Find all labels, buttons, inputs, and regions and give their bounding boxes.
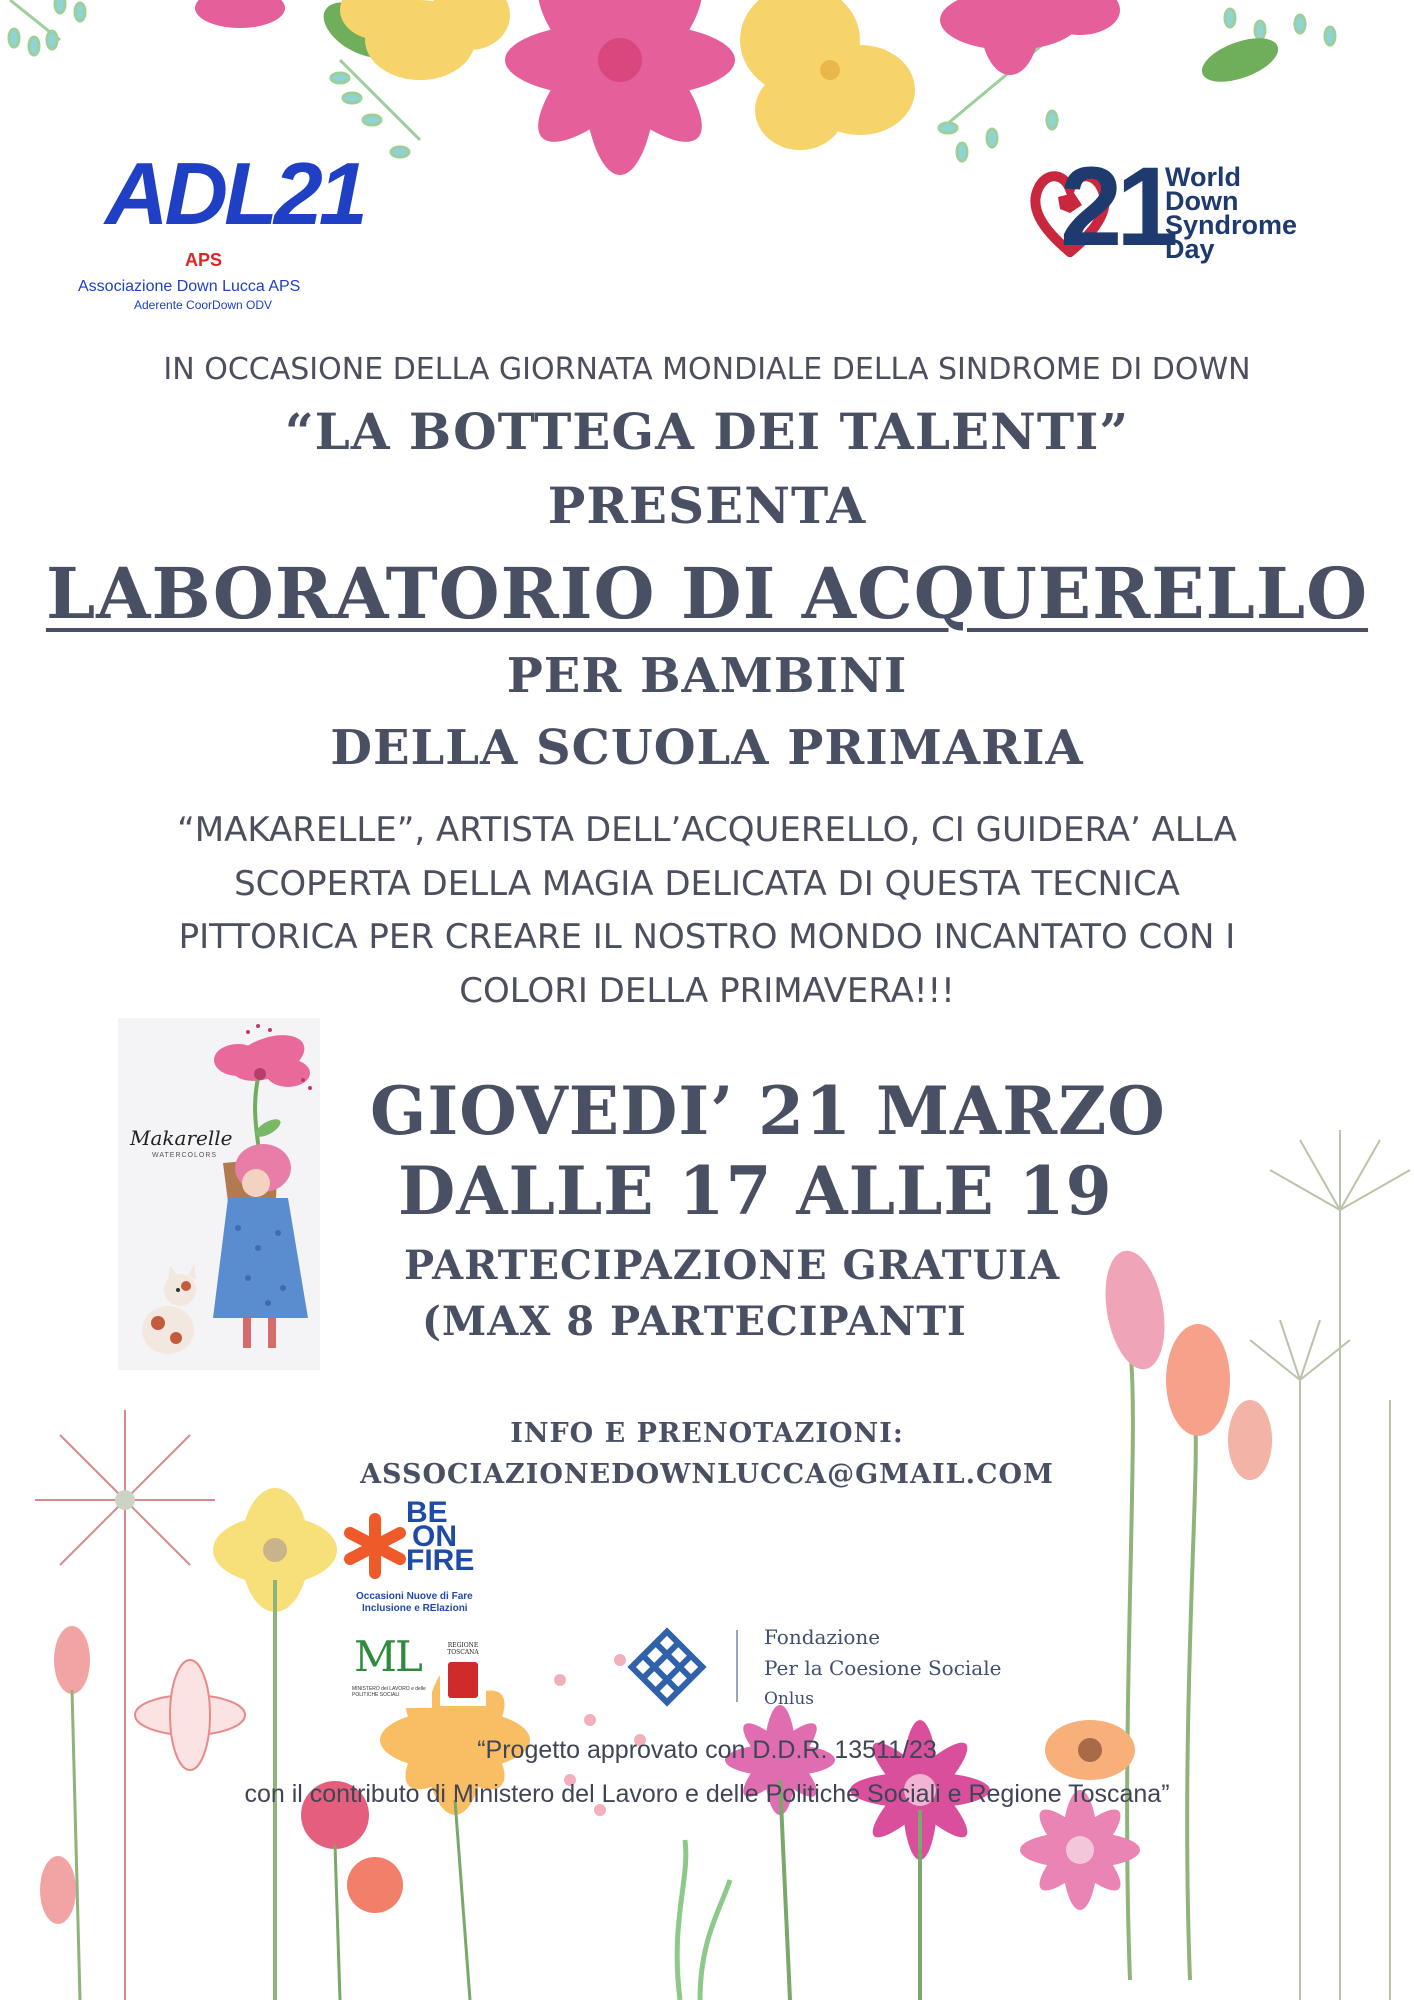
organizer-name: “LA BOTTEGA DEI TALENTI”	[284, 402, 1130, 461]
audience-line-2: DELLA SCUOLA PRIMARIA	[330, 720, 1084, 776]
adl-logo-sub: Aderente CoorDown ODV	[134, 298, 273, 312]
event-time: DALLE 17 ALLE 19	[398, 1152, 1113, 1230]
makarelle-sub: WATERCOLORS	[152, 1152, 218, 1159]
fondazione-divider	[736, 1630, 738, 1702]
adl-logo-name: Associazione Down Lucca APS	[78, 278, 301, 295]
makarelle-name: Makarelle	[130, 1126, 233, 1150]
description-line-3: PITTORICA PER CREARE IL NOSTRO MONDO INCANTATO CON I	[178, 917, 1236, 957]
adl-logo-letters: ADL21	[105, 144, 364, 243]
adl-logo-aps: APS	[185, 250, 223, 270]
event-date: GIOVEDI’ 21 MARZO	[370, 1072, 1166, 1150]
audience-line-1: PER BAMBINI	[506, 648, 908, 704]
beonfire-tag1: Occasioni Nuove di Fare	[356, 1591, 473, 1602]
description-line-4: COLORI DELLA PRIMAVERA!!!	[459, 971, 955, 1011]
participation-free: PARTECIPAZIONE GRATUIA	[404, 1242, 1061, 1289]
footer-line-2: con il contributo di Ministero del Lavoro e delle Politiche Sociali e Regione Toscana”	[244, 1780, 1170, 1808]
fondazione-logo	[624, 1622, 1004, 1712]
adl-logo	[70, 144, 364, 320]
wdsd-number: 21	[1060, 144, 1173, 269]
footer-line-1: “Progetto approvato con D.D.R. 13511/23	[477, 1736, 937, 1764]
description-line-1: “MAKARELLE”, ARTISTA DELL’ACQUERELLO, CI GUIDERA’ ALLA	[177, 810, 1237, 850]
pegasus-icon	[448, 1662, 478, 1698]
bottom-flower-decoration	[0, 1120, 1414, 2000]
beonfire-line3: FIRE	[406, 1544, 475, 1577]
description-line-2: SCOPERTA DELLA MAGIA DELICATA DI QUESTA TECNICA	[234, 864, 1180, 904]
fondazione-line2: Per la Coesione Sociale	[764, 1656, 1002, 1680]
event-title: LABORATORIO DI ACQUERELLO	[45, 552, 1369, 635]
contact-label: INFO E PRENOTAZIONI:	[510, 1418, 904, 1449]
wdsd-logo	[1030, 144, 1320, 275]
fondazione-emblem-icon	[624, 1624, 710, 1710]
wdsd-line1: World	[1165, 162, 1241, 192]
occasion-line: IN OCCASIONE DELLA GIORNATA MONDIALE DELLA SINDROME DI DOWN	[163, 352, 1251, 387]
beonfire-line1: BE	[406, 1496, 448, 1529]
beonfire-line2: ON	[412, 1520, 457, 1553]
fondazione-line1: Fondazione	[764, 1625, 881, 1649]
regione-text: REGIONE TOSCANA	[447, 1642, 479, 1656]
presents-label: PRESENTA	[547, 476, 867, 535]
fondazione-line3: Onlus	[764, 1689, 814, 1709]
beonfire-logo	[342, 1496, 502, 1617]
contact-email[interactable]: ASSOCIAZIONEDOWNLUCCA@GMAIL.COM	[360, 1459, 1054, 1490]
participants-max: (MAX 8 PARTECIPANTI	[422, 1298, 967, 1345]
ministero-logo	[346, 1628, 432, 1708]
regione-toscana-logo	[440, 1640, 486, 1706]
asterisk-icon	[342, 1513, 408, 1579]
wdsd-line4: Day	[1165, 234, 1215, 264]
beonfire-tag2: Inclusione e RElazioni	[362, 1603, 468, 1614]
wdsd-line2: Down	[1165, 186, 1239, 216]
ministero-text: MINISTERO del LAVORO e delle POLITICHE SOCIALI	[352, 1686, 426, 1698]
wdsd-line3: Syndrome	[1165, 210, 1298, 240]
ministero-mark: ML	[354, 1632, 421, 1681]
